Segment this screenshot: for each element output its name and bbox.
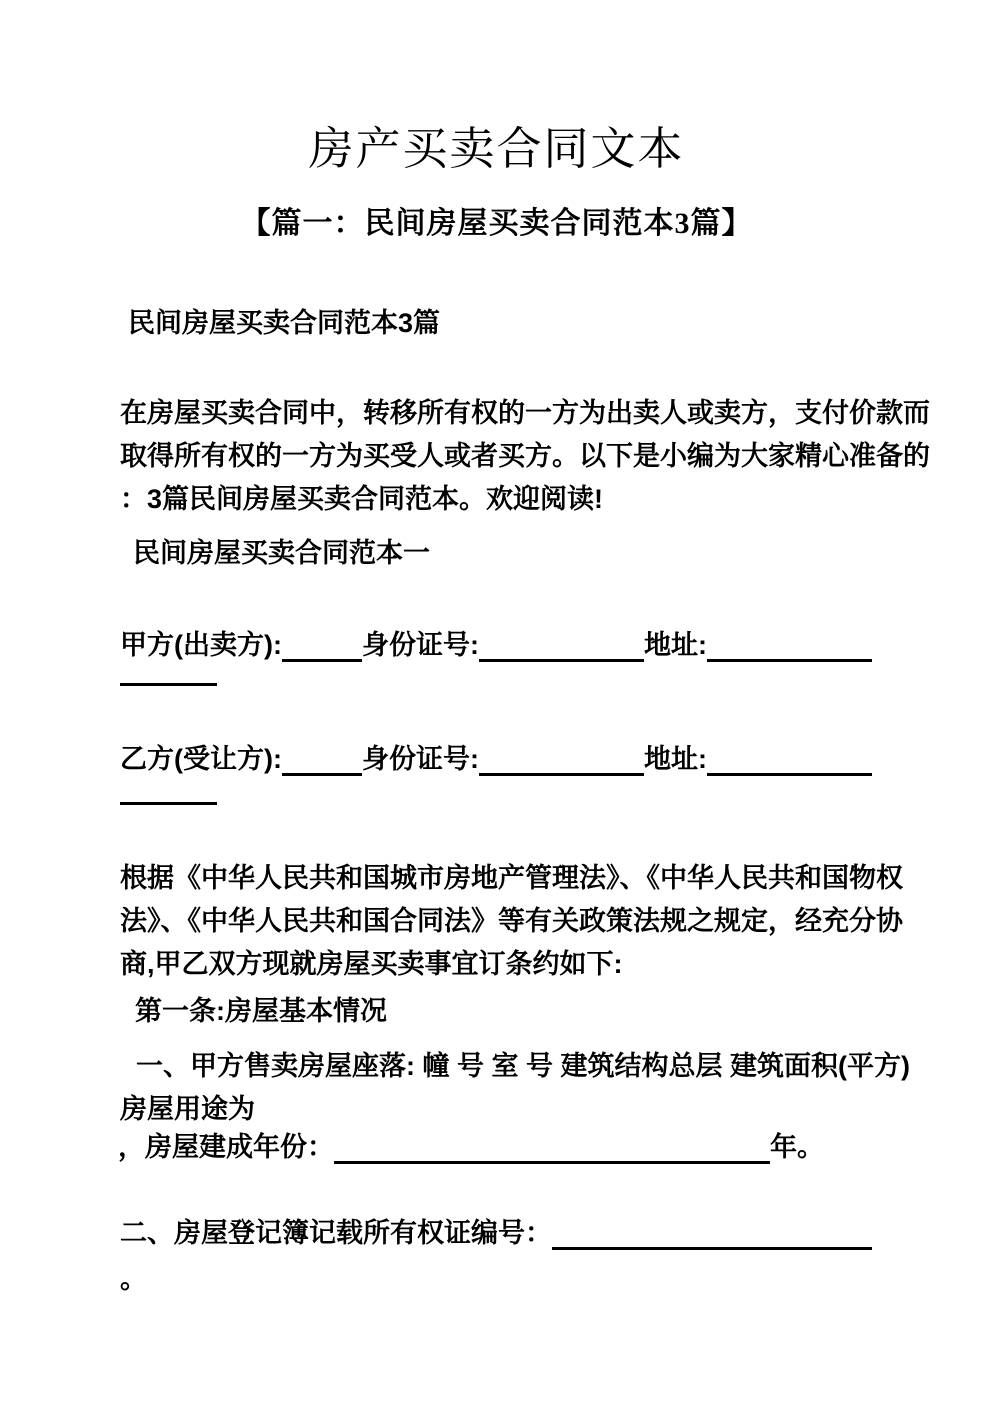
- sample-heading: 民间房屋买卖合同范本一: [133, 538, 430, 568]
- party-b-address-blank: [707, 767, 872, 776]
- party-a-id-blank: [479, 653, 644, 662]
- document-subtitle: 【篇一：民间房屋买卖合同范本3篇】: [240, 207, 753, 240]
- party-b-id-blank: [479, 767, 644, 776]
- party-a-id-label: 身份证号:: [361, 630, 479, 660]
- article1-heading: 第一条:房屋基本情况: [135, 996, 387, 1026]
- party-a-name-label: 甲方(出卖方):: [120, 630, 282, 660]
- legal-basis-line-2: 法》、《中华人民共和国合同法》等有关政策法规之规定，经充分协: [120, 906, 903, 936]
- article1-item1-line-1: 一、甲方售卖房屋座落: 幢 号 室 号 建筑结构总层 建筑面积(平方): [136, 1051, 910, 1081]
- article1-item2-trailing-period: 。: [120, 1264, 147, 1294]
- party-b-id-label: 身份证号:: [361, 744, 479, 774]
- section-heading: 民间房屋买卖合同范本3篇: [128, 308, 441, 338]
- party-a-continuation-blank: [120, 683, 217, 686]
- document-title: 房产买卖合同文本: [308, 124, 685, 174]
- article1-item1-year-row: [118, 1128, 824, 1164]
- party-a-row: [120, 626, 872, 662]
- party-a-address-label: 地址:: [643, 630, 707, 660]
- year-line-suffix: 年。: [770, 1132, 824, 1162]
- intro-line-1: 在房屋买卖合同中，转移所有权的一方为出卖人或卖方，支付价款而: [120, 398, 930, 428]
- party-b-address-label: 地址:: [643, 744, 707, 774]
- legal-basis-line-3: 商,甲乙双方现就房屋买卖事宜订条约如下:: [120, 949, 623, 979]
- cert-number-prefix: 二、房屋登记簿记载所有权证编号：: [120, 1218, 552, 1248]
- party-a-address-blank: [707, 653, 872, 662]
- party-a-name-blank: [282, 653, 362, 662]
- legal-basis-line-1: 根据《中华人民共和国城市房地产管理法》、《中华人民共和国物权: [120, 863, 903, 893]
- year-blank: [334, 1155, 770, 1164]
- intro-line-3: ：3篇民间房屋买卖合同范本。欢迎阅读!: [120, 484, 604, 514]
- party-b-name-label: 乙方(受让方):: [120, 744, 282, 774]
- party-b-continuation-blank: [120, 802, 217, 805]
- year-line-prefix: ，房屋建成年份：: [118, 1132, 334, 1162]
- article1-item1-line-2: 房屋用途为: [120, 1094, 255, 1124]
- party-b-row: [120, 740, 872, 776]
- cert-number-blank: [552, 1241, 872, 1250]
- intro-line-2: 取得所有权的一方为买受人或者买方。以下是小编为大家精心准备的: [120, 441, 930, 471]
- party-b-name-blank: [282, 767, 362, 776]
- article1-item2-row: [120, 1212, 872, 1250]
